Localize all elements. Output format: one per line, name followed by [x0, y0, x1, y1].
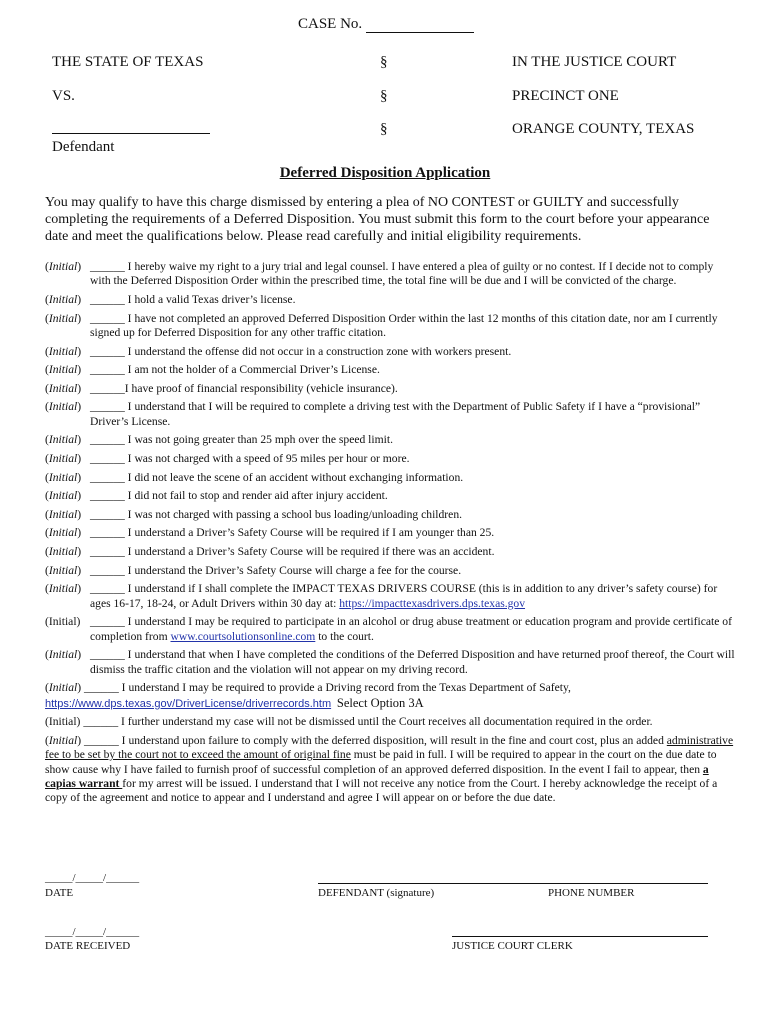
- section-symbol: §: [380, 88, 388, 104]
- list-item: (Initial) ______ I was not charged with a speed of 95 miles per hour or more.: [45, 451, 410, 465]
- intro-paragraph: You may qualify to have this charge dismissed by entering a plea of NO CONTEST or GUILTY and successfully completing the requirements of a Deferred Disposition. You must submit this form to the court before your appearance date and meet the qualifications below. Please read carefully and initial eligibility requirements.: [45, 195, 710, 244]
- date-received-label: DATE RECEIVED: [45, 940, 131, 952]
- header-county: ORANGE COUNTY, TEXAS: [512, 121, 695, 137]
- defendant-name-line[interactable]: [52, 133, 210, 134]
- section-symbol: §: [380, 54, 388, 70]
- eligibility-list: [45, 260, 735, 810]
- list-item: (Initial) ______ I was not going greater than 25 mph over the speed limit.: [45, 433, 393, 447]
- list-item-completed: (Initial) ______ I understand that when I have completed the conditions of the Deferred Disposition and have returned proof thereof, the Court will dismiss the traffic citation and the violation will not appear on my driving record.: [45, 648, 735, 676]
- case-number-label: CASE No.: [298, 16, 363, 32]
- list-item-impact: (Initial) ______ I understand if I shall complete the IMPACT TEXAS DRIVERS COURSE (this is in addition to any driver’s safety course) for ages 16-17, 18-24, or Adult Drivers within 30 day at: https://impacttexasdrivers.dps.texas.gov: [45, 582, 718, 610]
- list-item: (Initial) ______ I hold a valid Texas driver’s license.: [45, 293, 296, 306]
- case-number: [298, 16, 474, 33]
- date-received-field[interactable]: _____/_____/______: [45, 926, 140, 938]
- list-item: (Initial) ______ I did not leave the scene of an accident without exchanging information.: [45, 470, 464, 484]
- list-item-driving-record: (Initial) ______ I understand I may be required to provide a Driving record from the Texas Department of Safety, https://www.dps.texas.gov/DriverLicense/driverrecords.htm Select Option 3A: [45, 681, 571, 710]
- list-item-alcohol: (Initial) ______ I understand I may be required to participate in an alcohol or drug abuse treatment or education program and provide certificate of completion from www.courtsolutionsonline.com to the court.: [45, 615, 732, 643]
- list-item: (Initial) ______ I am not the holder of a Commercial Driver’s License.: [45, 363, 380, 377]
- defendant-signature-line[interactable]: [318, 883, 708, 884]
- list-item-further: (Initial) ______ I further understand my case will not be dismissed until the Court receives all documentation required in the order.: [45, 715, 653, 729]
- list-item: (Initial) ______ I was not charged with passing a school bus loading/unloading children.: [45, 507, 463, 521]
- driving-record-link[interactable]: https://www.dps.texas.gov/DriverLicense/driverrecords.htm: [45, 697, 332, 710]
- list-item: (Initial) ______ I hereby waive my right to a jury trial and legal counsel. I have entered a plea of guilty or no contest. If I decide not to comply with the Deferred Disposition Order within the prescribed time, the total fine will be due and I will be convicted of the charge.: [45, 260, 714, 288]
- list-item: (Initial) ______ I have not completed an approved Deferred Disposition Order within the last 12 months of this citation date, nor am I currently signed up for Deferred Disposition for any other traffic citation.: [45, 311, 718, 339]
- list-item: (Initial) ______ I understand a Driver’s Safety Course will be required if I am younger than 25.: [45, 526, 495, 540]
- list-item: (Initial) ______ I did not fail to stop and render aid after injury accident.: [45, 489, 388, 503]
- date-field[interactable]: _____/_____/______: [45, 872, 140, 884]
- header-precinct: PRECINCT ONE: [512, 88, 619, 104]
- header-defendant-label: Defendant: [52, 139, 115, 155]
- case-number-field[interactable]: [366, 18, 474, 33]
- clerk-signature-line[interactable]: [452, 936, 708, 937]
- list-item: (Initial) ______I have proof of financial responsibility (vehicle insurance).: [45, 381, 398, 395]
- court-solutions-link[interactable]: www.courtsolutionsonline.com: [170, 629, 316, 643]
- header-vs: VS.: [52, 88, 75, 104]
- section-symbol: §: [380, 121, 388, 137]
- defendant-signature-label: DEFENDANT (signature): [318, 887, 435, 899]
- phone-number-label: PHONE NUMBER: [548, 887, 635, 899]
- page-title: Deferred Disposition Application: [279, 165, 491, 181]
- list-item: (Initial) ______ I understand that I will be required to complete a driving test with the Department of Public Safety if I have a “provisional” Driver’s License.: [45, 400, 701, 428]
- list-item-failure: (Initial) ______ I understand upon failure to comply with the deferred disposition, will result in the fine and court cost, plus an added administrative fee to be set by the court not to exceed the amount of original fine must be paid in full. I will be required to appear in the court on the due date to show cause why I have failed to furnish proof of successful completion of an approved deferred disposition. In the event I fail to appear, then a capias warrant for my arrest will be issued. I understand that I will not receive any notice from the Court. I hereby acknowledge the receipt of a copy of the agreement and notice to appear and I understand and agree I will appear on or before the due date.: [45, 733, 734, 805]
- list-item: (Initial) ______ I understand a Driver’s Safety Course will be required if there was an accident.: [45, 544, 495, 558]
- header-court: IN THE JUSTICE COURT: [512, 54, 677, 70]
- impact-course-link[interactable]: https://impacttexasdrivers.dps.texas.gov: [339, 596, 526, 610]
- header-state: THE STATE OF TEXAS: [52, 54, 204, 70]
- list-item: (Initial) ______ I understand the Driver’s Safety Course will charge a fee for the course.: [45, 563, 462, 577]
- date-label: DATE: [45, 887, 74, 899]
- list-item: (Initial) ______ I understand the offense did not occur in a construction zone with workers present.: [45, 344, 512, 358]
- clerk-signature-label: JUSTICE COURT CLERK: [452, 940, 573, 952]
